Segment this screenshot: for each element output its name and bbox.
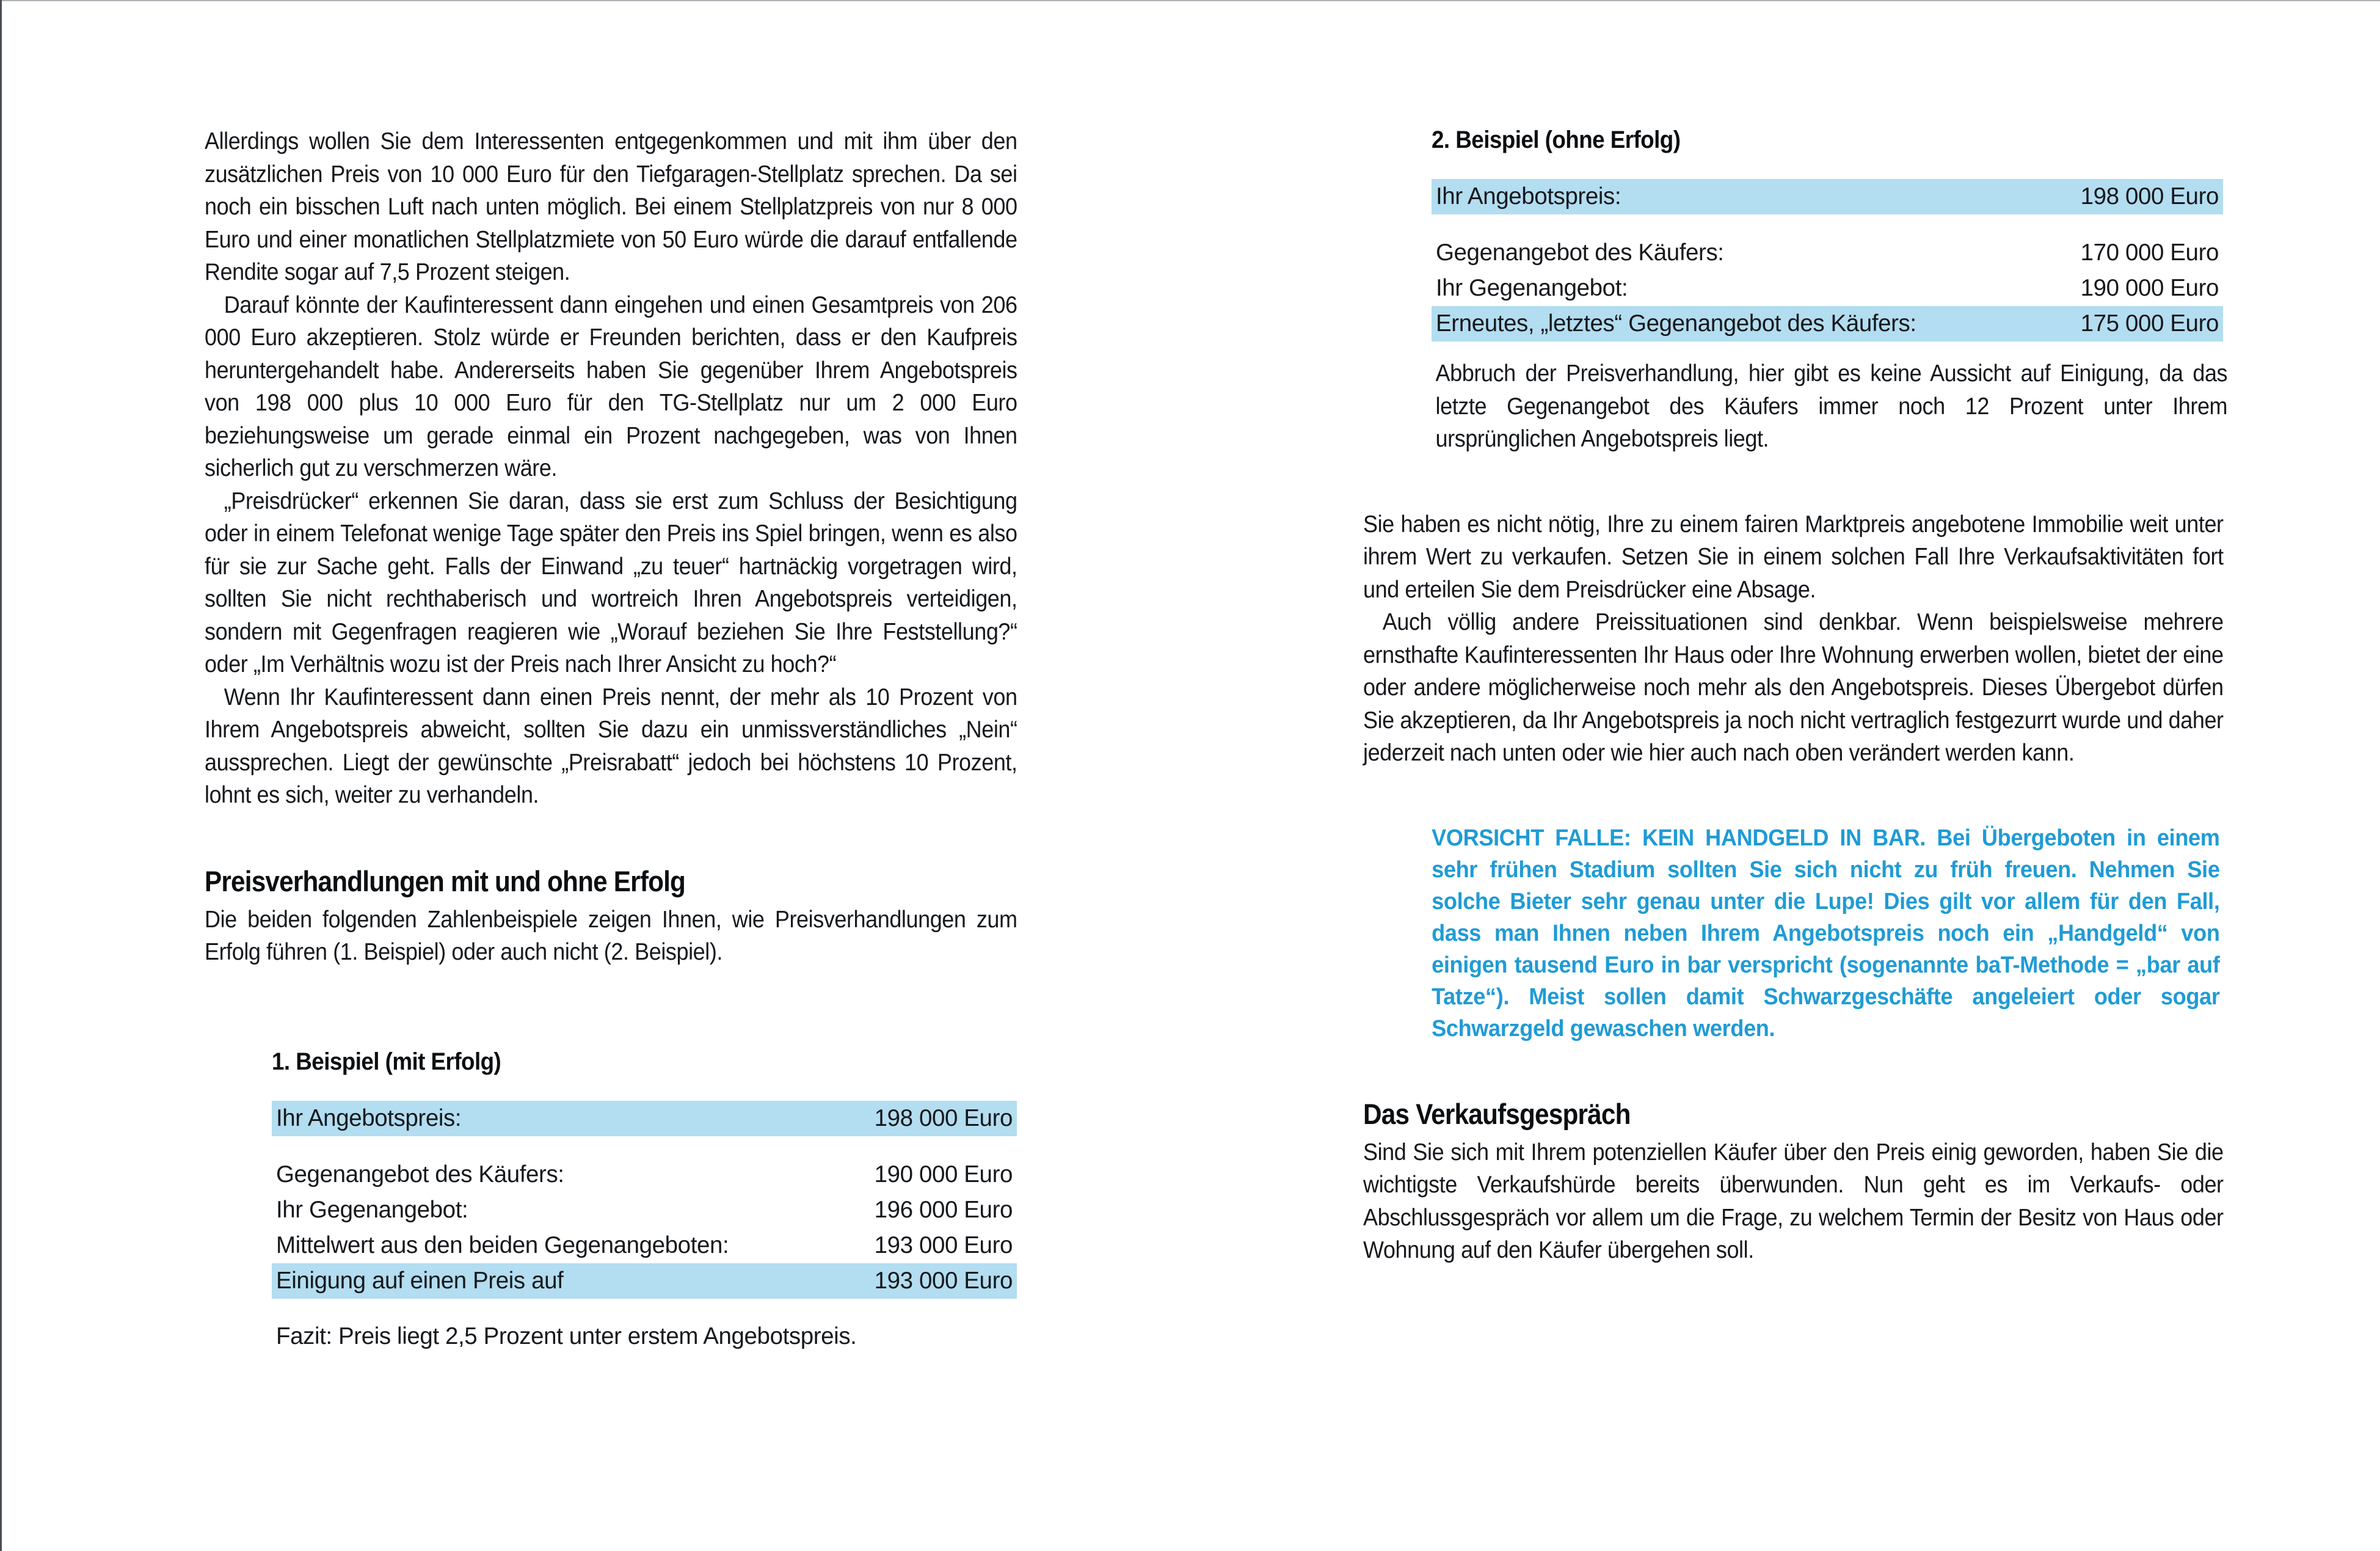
example-1-table (272, 1101, 1017, 1299)
paragraph-left-1: Allerdings wollen Sie dem Interessenten entgegenkommen und mit ihm über den zusätzlichen Preis von 10 000 Euro für den Tiefgaragen-Stellplatz sprechen. Da sei noch ein bisschen Luft nach unten möglich. Bei einem Stellplatzpreis von nur 8 000 Euro und einer monatlichen Stellplatzmiete von 50 Euro würde die darauf entfallende Rendite sogar auf 7,5 Prozent steigen. (205, 128, 1017, 285)
paragraph-right-2: Auch völlig andere Preissituationen sind denkbar. Wenn beispielsweise mehrere ernsthafte Kaufinteressenten Ihr Haus oder Ihre Wohnung erwerben wollen, bietet der eine oder andere möglicherweise noch mehr als den Angebotspreis. Dieses Übergebot dürfen Sie akzeptieren, da Ihr Angebotspreis ja noch nicht vertraglich festgezurrt wurde und daher jederzeit nach unten oder wie hier auch nach oben verändert werden kann. (1363, 609, 2224, 766)
row-label: Erneutes, „letztes“ Gegenangebot des Käufers: (1432, 306, 2043, 341)
table-row (1432, 179, 2223, 214)
spacer-before-right-paragraph-1 (1363, 456, 2223, 508)
section-body-verkaufsgespraech: Sind Sie sich mit Ihrem potenziellen Käufer über den Preis einig geworden, haben Sie die wichtigste Verkaufshürde bereits überwunden. Nun geht es im Verkaufs- oder Abschlussgespräch vor allem um die Frage, zu welchem Termin der Besitz von Haus oder Wohnung auf den Käufer übergehen soll. (1363, 1139, 2224, 1263)
row-label: Mittelwert aus den beiden Gegenangeboten: (276, 1232, 729, 1258)
row-label: Ihr Angebotspreis: (1432, 179, 2043, 214)
paragraph-left-2: Darauf könnte der Kaufinteressent dann eingehen und einen Gesamtpreis von 206 000 Euro akzeptieren. Stolz würde er Freunden berichten, dass er den Kaufpreis heruntergehandelt habe. Andererseits haben Sie gegenüber Ihrem Angebotspreis von 198 000 plus 10 000 Euro für den TG-Stellplatz nur um 2 000 Euro beziehungsweise um gerade einmal ein Prozent nachgegeben, was von Ihnen sicherlich gut zu verschmerzen wäre. (205, 291, 1017, 481)
spacer-after-example-2-table (1432, 341, 2223, 357)
example-1-block (205, 1047, 1017, 1351)
example-1-footnote: Fazit: Preis liegt 2,5 Prozent unter erstem Angebotspreis. (276, 1323, 857, 1349)
example-2-footnote: Abbruch der Preisverhandlung, hier gibt es keine Aussicht auf Einigung, da das letzte Gegenangebot des Käufers immer noch 12 Prozent unter Ihrem ursprünglichen Angebotspreis liegt. (1435, 360, 2228, 452)
row-value: 198 000 Euro (840, 1101, 1017, 1136)
example-2-heading: 2. Beispiel (ohne Erfolg) (1432, 126, 1681, 153)
left-column (205, 125, 1017, 1351)
paragraph-left-3: „Preisdrücker“ erkennen Sie daran, dass sie erst zum Schluss der Besichtigung oder in einem Telefonat wenige Tage später den Preis ins Spiel bringen, wenn es also für sie zur Sache geht. Falls der Einwand „zu teuer“ hartnäckig vorgetragen wird, sollten Sie nicht rechthaberisch und wortreich Ihren Angebotspreis verteidigen, sondern mit Gegenfragen reagieren wie „Worauf beziehen Sie Ihre Feststellung?“ oder „Im Verhältnis wozu ist der Preis nach Ihrer Ansicht zu hoch?“ (205, 487, 1017, 677)
row-value: 190 000 Euro (874, 1161, 1013, 1188)
table-row (1432, 306, 2223, 341)
section-heading-verkaufsgespraech: Das Verkaufsgespräch (1363, 1097, 1631, 1130)
table-row (1432, 271, 2223, 306)
row-label: Gegenangebot des Käufers: (1436, 239, 1724, 266)
row-value: 198 000 Euro (2043, 179, 2224, 214)
table-row (272, 1263, 1017, 1299)
row-label: Ihr Gegenangebot: (1436, 275, 1628, 301)
paragraph-right-1: Sie haben es nicht nötig, Ihre zu einem fairen Marktpreis angebotene Immobilie weit unter ihrem Wert zu verkaufen. Setzen Sie in einem solchen Fall Ihre Verkaufsaktivitäten fort und erteilen Sie dem Preisdrücker eine Absage. (1363, 511, 2224, 603)
page-left-edge-line (0, 0, 2, 1551)
spacer-before-example-1 (205, 969, 1017, 1047)
table-row (272, 1101, 1017, 1136)
row-value: 175 000 Euro (2043, 306, 2224, 341)
table-row (272, 1192, 1017, 1228)
table-row-spacer (272, 1136, 1017, 1157)
table-row (272, 1157, 1017, 1192)
row-value: 193 000 Euro (840, 1263, 1017, 1299)
spacer-before-verkaufsgespraech (1363, 1045, 2223, 1097)
table-row (272, 1228, 1017, 1263)
row-value: 196 000 Euro (874, 1196, 1013, 1223)
row-label: Ihr Angebotspreis: (272, 1101, 840, 1136)
example-2-block (1363, 125, 2228, 456)
spacer-cell (840, 1136, 1017, 1157)
table-row-spacer (1432, 214, 2223, 235)
spacer-before-section-heading (205, 812, 1017, 864)
caution-box: VORSICHT FALLE: KEIN HANDGELD IN BAR. Bei Übergeboten in einem sehr frühen Stadium sollten Sie sich nicht zu früh freuen. Nehmen Sie solche Bieter sehr genau unter die Lupe! Dies gilt vor allem für den Fall, dass man Ihnen neben Ihrem Angebotspreis noch ein „Handgeld“ von einigen tausend Euro in bar verspricht (sogenannte baT-Methode = „bar auf Tatze“). Meist sollen damit Schwarzgeschäfte angeleiert oder sogar Schwarzgeld gewaschen werden. (1432, 825, 2220, 1042)
row-value: 193 000 Euro (874, 1232, 1013, 1258)
paragraph-left-4: Wenn Ihr Kaufinteressent dann einen Preis nennt, der mehr als 10 Prozent von Ihrem Angebotspreis abweicht, sollten Sie dazu ein unmissverständliches „Nein“ aussprechen. Liegt der gewünschte „Preisrabatt“ jedoch bei höchstens 10 Prozent, lohnt es sich, weiter zu verhandeln. (205, 684, 1017, 808)
example-1-heading: 1. Beispiel (mit Erfolg) (272, 1048, 501, 1075)
spacer-cell (1432, 214, 2043, 235)
section-heading-preisverhandlungen: Preisverhandlungen mit und ohne Erfolg (205, 864, 686, 897)
row-label: Gegenangebot des Käufers: (276, 1161, 564, 1188)
example-2-table (1432, 179, 2223, 341)
right-column (1363, 125, 2228, 1267)
row-value: 190 000 Euro (2080, 275, 2219, 301)
table-row (1432, 235, 2223, 271)
row-label: Einigung auf einen Preis auf (272, 1263, 840, 1299)
page-top-edge-line (0, 0, 2380, 1)
row-label: Ihr Gegenangebot: (276, 1196, 468, 1223)
spacer-cell (2043, 214, 2224, 235)
spacer-before-caution-box (1363, 770, 2223, 822)
section-intro-text: Die beiden folgenden Zahlenbeispiele zeigen Ihnen, wie Preisverhandlungen zum Erfolg führen (1. Beispiel) oder auch nicht (2. Beispiel). (205, 906, 1017, 965)
spacer-cell (272, 1136, 840, 1157)
row-value: 170 000 Euro (2080, 239, 2219, 266)
